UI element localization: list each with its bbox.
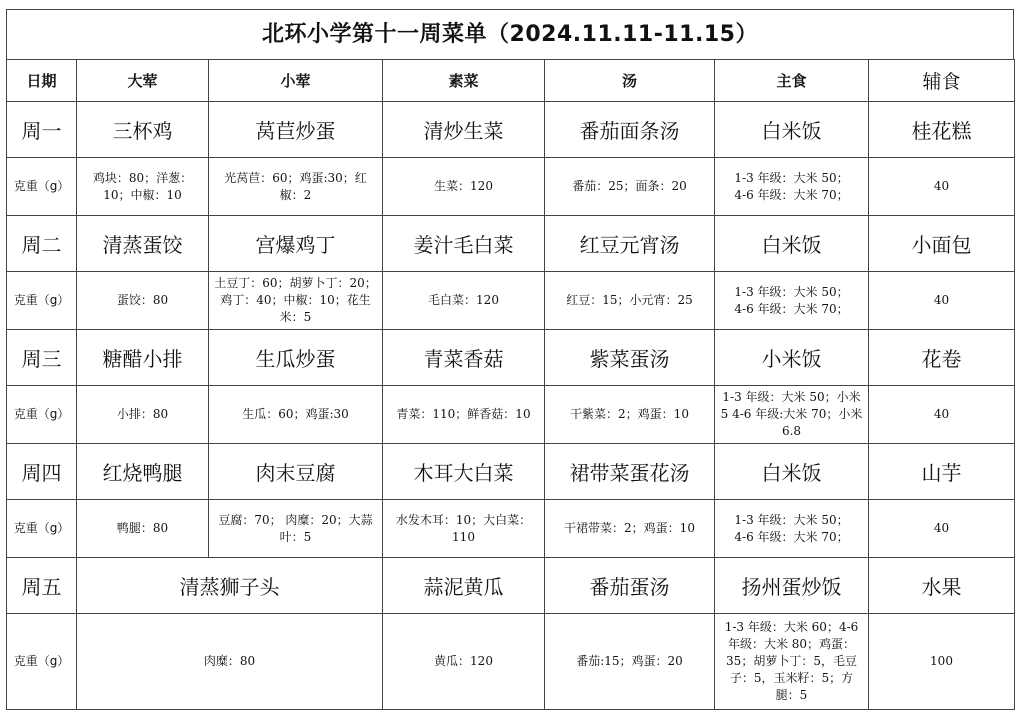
weight-staple: 1-3 年级：大米 60；4-6 年级：大米 80；鸡蛋：35；胡萝卜丁：5，毛豆子：5，玉米籽：5；方腿：5 (715, 614, 869, 710)
weight-vegetable: 青菜：110；鲜香菇：10 (383, 386, 545, 444)
header-main-meat: 大荤 (77, 60, 209, 102)
dish-snack: 水果 (869, 558, 1015, 614)
dish-soup: 红豆元宵汤 (545, 216, 715, 272)
dish-main-meat: 糖醋小排 (77, 330, 209, 386)
day-label: 周五 (7, 558, 77, 614)
weight-label: 克重（g） (7, 158, 77, 216)
weight-label: 克重（g） (7, 386, 77, 444)
weight-soup: 干紫菜：2；鸡蛋：10 (545, 386, 715, 444)
dish-snack: 花卷 (869, 330, 1015, 386)
table-row (7, 444, 1015, 500)
weight-snack: 40 (869, 500, 1015, 558)
weight-label: 克重（g） (7, 500, 77, 558)
dish-vegetable: 木耳大白菜 (383, 444, 545, 500)
weight-soup: 干裙带菜：2；鸡蛋：10 (545, 500, 715, 558)
day-label: 周一 (7, 102, 77, 158)
header-soup: 汤 (545, 60, 715, 102)
dish-vegetable: 清炒生菜 (383, 102, 545, 158)
weight-main-meat: 鸡块：80；洋葱：10；中椒：10 (77, 158, 209, 216)
weight-snack: 100 (869, 614, 1015, 710)
table-row (7, 558, 1015, 614)
dish-side-meat: 莴苣炒蛋 (209, 102, 383, 158)
weight-side-meat: 光莴苣：60；鸡蛋:30；红椒：2 (209, 158, 383, 216)
dish-meat-combined: 清蒸狮子头 (77, 558, 383, 614)
dish-main-meat: 三杯鸡 (77, 102, 209, 158)
table-row (7, 614, 1015, 710)
table-row (7, 158, 1015, 216)
weight-meat-combined: 肉糜：80 (77, 614, 383, 710)
weight-side-meat: 豆腐：70； 肉糜：20；大蒜叶：5 (209, 500, 383, 558)
weight-main-meat: 小排：80 (77, 386, 209, 444)
weight-vegetable: 生菜：120 (383, 158, 545, 216)
weight-soup: 红豆：15；小元宵：25 (545, 272, 715, 330)
dish-soup: 紫菜蛋汤 (545, 330, 715, 386)
weight-snack: 40 (869, 386, 1015, 444)
dish-staple: 白米饭 (715, 216, 869, 272)
weight-staple: 1-3 年级：大米 50； 4-6 年级：大米 70； (715, 158, 869, 216)
header-vegetable: 素菜 (383, 60, 545, 102)
dish-staple: 扬州蛋炒饭 (715, 558, 869, 614)
table-row (7, 272, 1015, 330)
header-side-meat: 小荤 (209, 60, 383, 102)
header-row (7, 60, 1015, 102)
weight-vegetable: 水发木耳：10；大白菜：110 (383, 500, 545, 558)
weight-staple: 1-3 年级：大米 50；小米 5 4-6 年级:大米 70；小米 6.8 (715, 386, 869, 444)
dish-vegetable: 蒜泥黄瓜 (383, 558, 545, 614)
dish-vegetable: 青菜香菇 (383, 330, 545, 386)
weight-main-meat: 鸭腿：80 (77, 500, 209, 558)
weight-vegetable: 黄瓜：120 (383, 614, 545, 710)
table-row (7, 386, 1015, 444)
table-row (7, 330, 1015, 386)
weight-snack: 40 (869, 158, 1015, 216)
day-label: 周二 (7, 216, 77, 272)
weight-label: 克重（g） (7, 272, 77, 330)
dish-main-meat: 红烧鸭腿 (77, 444, 209, 500)
dish-side-meat: 生瓜炒蛋 (209, 330, 383, 386)
dish-vegetable: 姜汁毛白菜 (383, 216, 545, 272)
weight-snack: 40 (869, 272, 1015, 330)
dish-snack: 小面包 (869, 216, 1015, 272)
weight-soup: 番茄：25；面条：20 (545, 158, 715, 216)
dish-staple: 小米饭 (715, 330, 869, 386)
weight-soup: 番茄:15；鸡蛋：20 (545, 614, 715, 710)
dish-snack: 山芋 (869, 444, 1015, 500)
dish-snack: 桂花糕 (869, 102, 1015, 158)
dish-side-meat: 肉末豆腐 (209, 444, 383, 500)
header-date: 日期 (7, 60, 77, 102)
dish-soup: 番茄蛋汤 (545, 558, 715, 614)
weight-label: 克重（g） (7, 614, 77, 710)
weight-side-meat: 土豆丁：60；胡萝卜丁：20；鸡丁：40；中椒：10；花生米：5 (209, 272, 383, 330)
weight-staple: 1-3 年级：大米 50； 4-6 年级：大米 70； (715, 272, 869, 330)
dish-soup: 裙带菜蛋花汤 (545, 444, 715, 500)
weight-vegetable: 毛白菜：120 (383, 272, 545, 330)
dish-soup: 番茄面条汤 (545, 102, 715, 158)
dish-main-meat: 清蒸蛋饺 (77, 216, 209, 272)
weight-staple: 1-3 年级：大米 50； 4-6 年级：大米 70； (715, 500, 869, 558)
table-row (7, 500, 1015, 558)
weight-side-meat: 生瓜：60；鸡蛋:30 (209, 386, 383, 444)
page-title: 北环小学第十一周菜单（2024.11.11-11.15） (6, 9, 1014, 59)
menu-table (6, 59, 1015, 710)
menu-page (6, 9, 1014, 702)
table-row (7, 216, 1015, 272)
table-row (7, 102, 1015, 158)
weight-main-meat: 蛋饺：80 (77, 272, 209, 330)
day-label: 周三 (7, 330, 77, 386)
dish-staple: 白米饭 (715, 444, 869, 500)
dish-staple: 白米饭 (715, 102, 869, 158)
header-staple: 主食 (715, 60, 869, 102)
dish-side-meat: 宫爆鸡丁 (209, 216, 383, 272)
day-label: 周四 (7, 444, 77, 500)
header-snack: 辅食 (869, 60, 1015, 102)
